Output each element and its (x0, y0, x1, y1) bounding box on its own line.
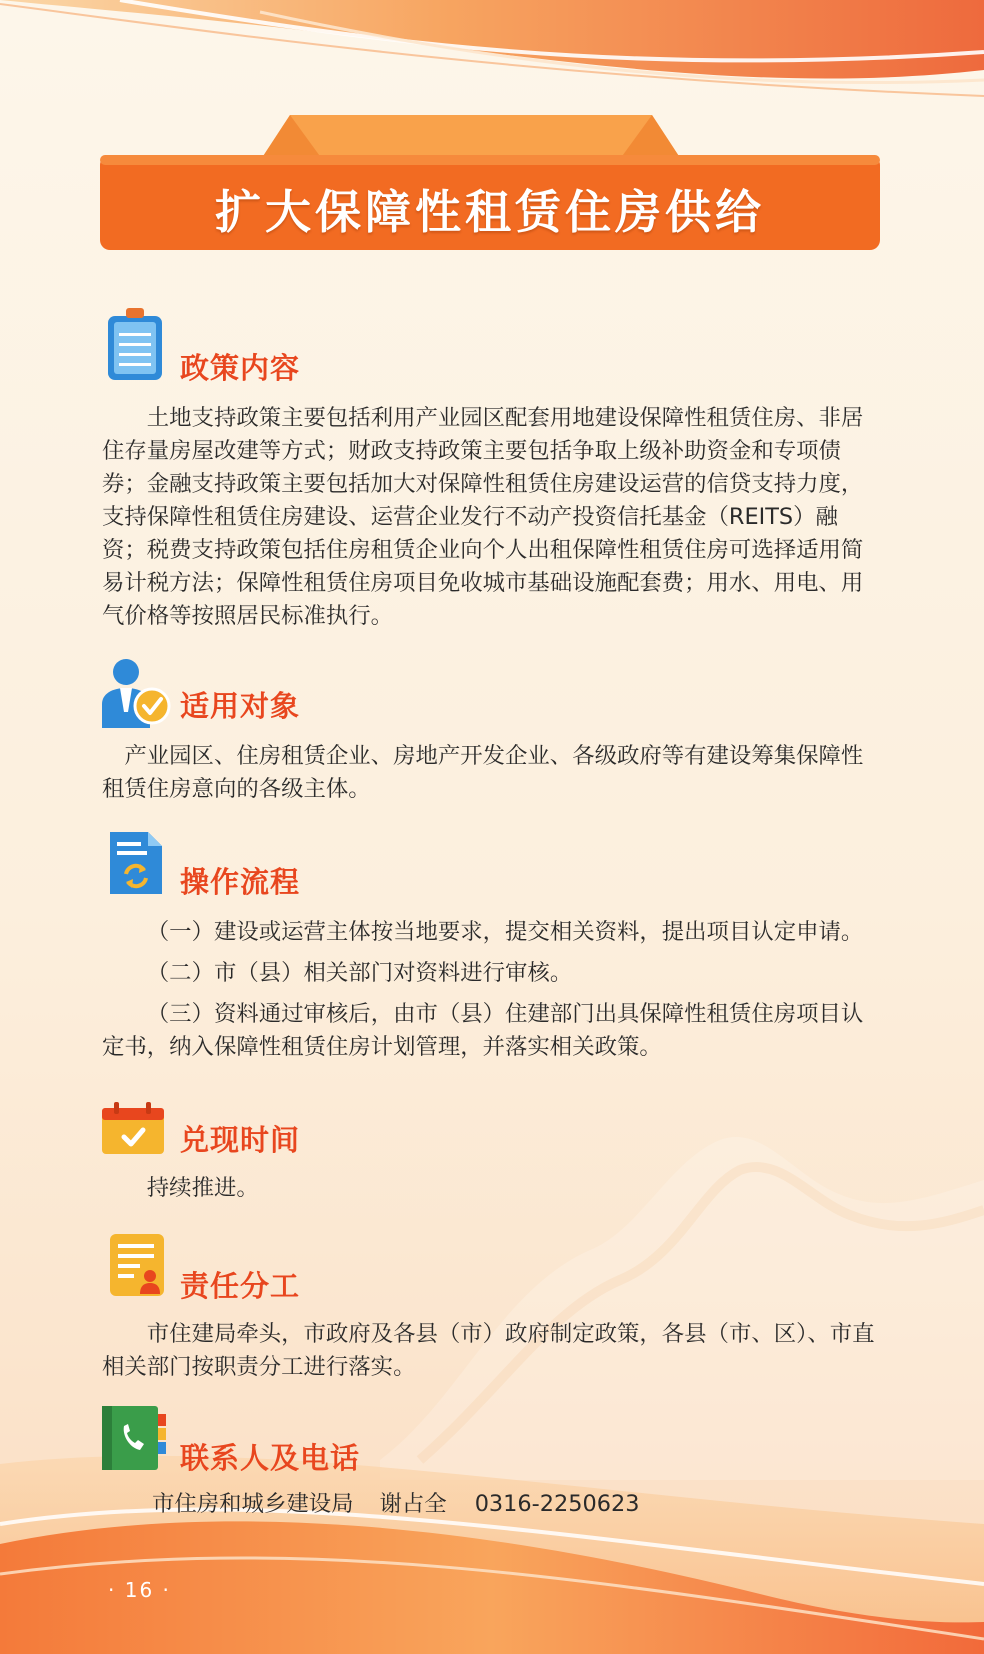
section-heading-contact: 联系人及电话 (180, 1441, 361, 1475)
policy-content-text (102, 402, 882, 633)
process-step: （二）市（县）相关部门对资料进行审核。 (146, 960, 573, 986)
certificate-person-icon (108, 1232, 168, 1298)
section-heading-target: 适用对象 (180, 689, 301, 723)
contact-phone: 0316-2250623 (474, 1491, 640, 1517)
page-title: 扩大保障性租赁住房供给 (215, 185, 765, 239)
section-heading-responsibility: 责任分工 (180, 1269, 301, 1303)
paragraph: 产业园区、住房租赁企业、房地产开发企业、各级政府等有建设筹集保障性租赁住房意向的各级主体。 (102, 743, 864, 802)
timeline-text (102, 1172, 882, 1205)
calendar-check-icon (100, 1100, 166, 1156)
phone-book-icon (100, 1404, 168, 1472)
contact-line (152, 1488, 932, 1521)
contact-organization: 市住房和城乡建设局 (152, 1491, 354, 1517)
page-number: · 16 · (108, 1578, 171, 1602)
section-heading-policy: 政策内容 (180, 351, 301, 385)
section-heading-process: 操作流程 (180, 865, 301, 899)
process-step: （三）资料通过审核后，由市（县）住建部门出具保障性租赁住房项目认定书，纳入保障性租赁住房计划管理，并落实相关政策。 (102, 1001, 864, 1060)
great-wall-watermark (380, 1040, 984, 1480)
contact-person: 谢占全 (379, 1491, 447, 1517)
section-heading-timeline: 兑现时间 (180, 1123, 301, 1157)
target-text (102, 740, 882, 806)
responsibility-text (102, 1318, 882, 1384)
process-text (102, 916, 882, 1064)
document-refresh-icon (108, 830, 164, 896)
top-wave-decoration (0, 0, 984, 110)
person-check-icon (100, 658, 172, 728)
paragraph: 持续推进。 (146, 1175, 259, 1201)
paragraph: 市住建局牵头，市政府及各县（市）政府制定政策，各县（市、区）、市直相关部门按职责分工进行落实。 (102, 1321, 875, 1380)
process-step: （一）建设或运营主体按当地要求，提交相关资料，提出项目认定申请。 (146, 919, 864, 945)
paragraph: 土地支持政策主要包括利用产业园区配套用地建设保障性租赁住房、非居住存量房屋改建等方式；财政支持政策主要包括争取上级补助资金和专项债券；金融支持政策主要包括加大对保障性租赁住房建设运营的信贷支持力度，支持保障性租赁住房建设、运营企业发行不动产投资信托基金（REITS）融资；税费支持政策包括住房租赁企业向个人出租保障性租赁住房可选择适用简易计税方法；保障性租赁住房项目免收城市基础设施配套费；用水、用电、用气价格等按照居民标准执行。 (102, 405, 864, 629)
clipboard-icon (104, 306, 166, 382)
